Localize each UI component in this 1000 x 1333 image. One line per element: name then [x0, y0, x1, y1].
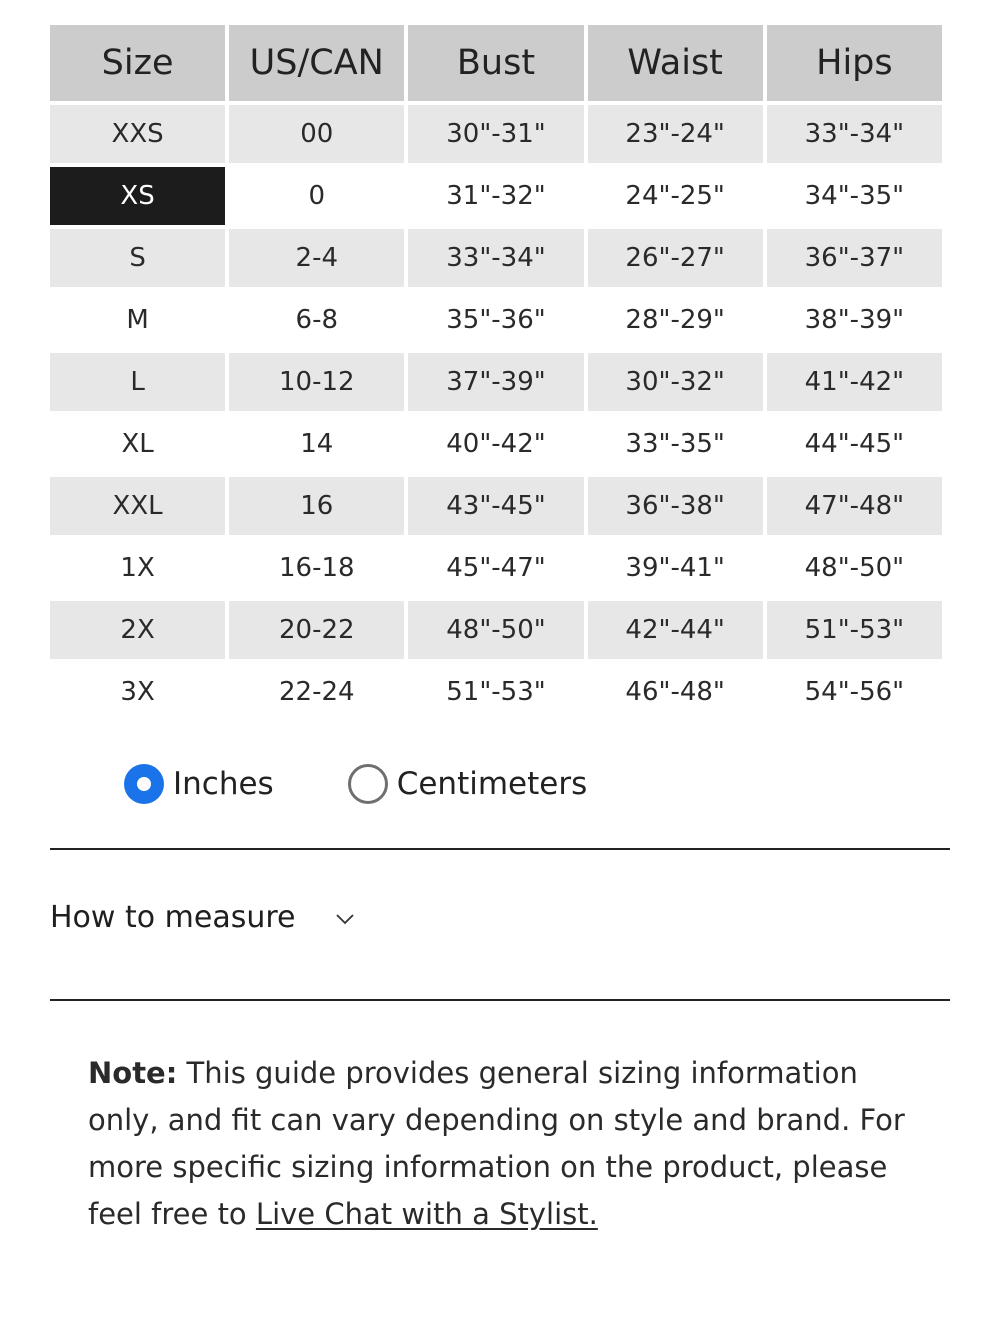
- size-cell[interactable]: 1X: [50, 539, 225, 597]
- table-cell: 10-12: [229, 353, 404, 411]
- table-cell: 33"-34": [408, 229, 583, 287]
- column-header-size: Size: [50, 25, 225, 101]
- table-cell: 36"-37": [767, 229, 942, 287]
- table-cell: 23"-24": [588, 105, 763, 163]
- chevron-down-icon[interactable]: [335, 911, 355, 925]
- table-cell: 28"-29": [588, 291, 763, 349]
- how-to-measure-label: How to measure: [50, 900, 296, 935]
- table-cell: 33"-34": [767, 105, 942, 163]
- radio-unchecked-icon[interactable]: [348, 764, 388, 804]
- table-cell: 00: [229, 105, 404, 163]
- table-row: [50, 415, 942, 473]
- table-cell: 30"-31": [408, 105, 583, 163]
- table-row: [50, 105, 942, 163]
- size-cell[interactable]: 3X: [50, 663, 225, 721]
- table-row: [50, 229, 942, 287]
- table-cell: 43"-45": [408, 477, 583, 535]
- how-to-measure-toggle[interactable]: [50, 900, 355, 935]
- table-cell: 35"-36": [408, 291, 583, 349]
- size-chart-body: [50, 105, 942, 721]
- header-row: [50, 25, 942, 101]
- size-cell[interactable]: 2X: [50, 601, 225, 659]
- table-cell: 31"-32": [408, 167, 583, 225]
- table-cell: 41"-42": [767, 353, 942, 411]
- size-cell[interactable]: S: [50, 229, 225, 287]
- note-body: This guide provides general sizing information only, and fit can vary depending on style and brand. For more specific sizing information on the product, please feel free to: [88, 1056, 905, 1231]
- table-cell: 20-22: [229, 601, 404, 659]
- table-cell: 6-8: [229, 291, 404, 349]
- table-row: [50, 477, 942, 535]
- table-cell: 16: [229, 477, 404, 535]
- unit-label-inches: Inches: [173, 766, 274, 802]
- table-cell: 26"-27": [588, 229, 763, 287]
- table-cell: 33"-35": [588, 415, 763, 473]
- unit-option-inches[interactable]: [124, 764, 274, 804]
- size-cell[interactable]: XS: [50, 167, 225, 225]
- table-cell: 44"-45": [767, 415, 942, 473]
- table-cell: 40"-42": [408, 415, 583, 473]
- column-header-us-can: US/CAN: [229, 25, 404, 101]
- divider-top: [50, 848, 950, 850]
- column-header-bust: Bust: [408, 25, 583, 101]
- size-cell[interactable]: M: [50, 291, 225, 349]
- size-chart-table: [46, 21, 946, 725]
- table-cell: 24"-25": [588, 167, 763, 225]
- size-cell[interactable]: L: [50, 353, 225, 411]
- table-cell: 48"-50": [767, 539, 942, 597]
- table-cell: 34"-35": [767, 167, 942, 225]
- table-cell: 36"-38": [588, 477, 763, 535]
- live-chat-link[interactable]: Live Chat with a Stylist.: [255, 1197, 598, 1231]
- unit-label-centimeters: Centimeters: [396, 766, 588, 802]
- table-row: [50, 663, 942, 721]
- table-cell: 42"-44": [588, 601, 763, 659]
- unit-option-centimeters[interactable]: [348, 764, 588, 804]
- table-row: [50, 291, 942, 349]
- table-cell: 51"-53": [767, 601, 942, 659]
- table-cell: 46"-48": [588, 663, 763, 721]
- table-cell: 14: [229, 415, 404, 473]
- table-cell: 54"-56": [767, 663, 942, 721]
- size-cell[interactable]: XXS: [50, 105, 225, 163]
- table-cell: 47"-48": [767, 477, 942, 535]
- table-cell: 37"-39": [408, 353, 583, 411]
- table-cell: 16-18: [229, 539, 404, 597]
- table-row: [50, 601, 942, 659]
- table-cell: 48"-50": [408, 601, 583, 659]
- column-header-waist: Waist: [588, 25, 763, 101]
- sizing-note: [88, 1050, 918, 1238]
- divider-bottom: [50, 999, 950, 1001]
- table-cell: 39"-41": [588, 539, 763, 597]
- note-prefix: Note:: [88, 1056, 178, 1090]
- column-header-hips: Hips: [767, 25, 942, 101]
- table-row: [50, 353, 942, 411]
- table-cell: 0: [229, 167, 404, 225]
- table-cell: 30"-32": [588, 353, 763, 411]
- unit-selector: [124, 760, 587, 808]
- size-cell[interactable]: XL: [50, 415, 225, 473]
- table-cell: 22-24: [229, 663, 404, 721]
- table-cell: 51"-53": [408, 663, 583, 721]
- table-cell: 45"-47": [408, 539, 583, 597]
- table-row: [50, 539, 942, 597]
- table-cell: 2-4: [229, 229, 404, 287]
- radio-checked-icon[interactable]: [124, 764, 164, 804]
- size-cell[interactable]: XXL: [50, 477, 225, 535]
- size-chart-header: [50, 25, 942, 101]
- table-cell: 38"-39": [767, 291, 942, 349]
- table-row: [50, 167, 942, 225]
